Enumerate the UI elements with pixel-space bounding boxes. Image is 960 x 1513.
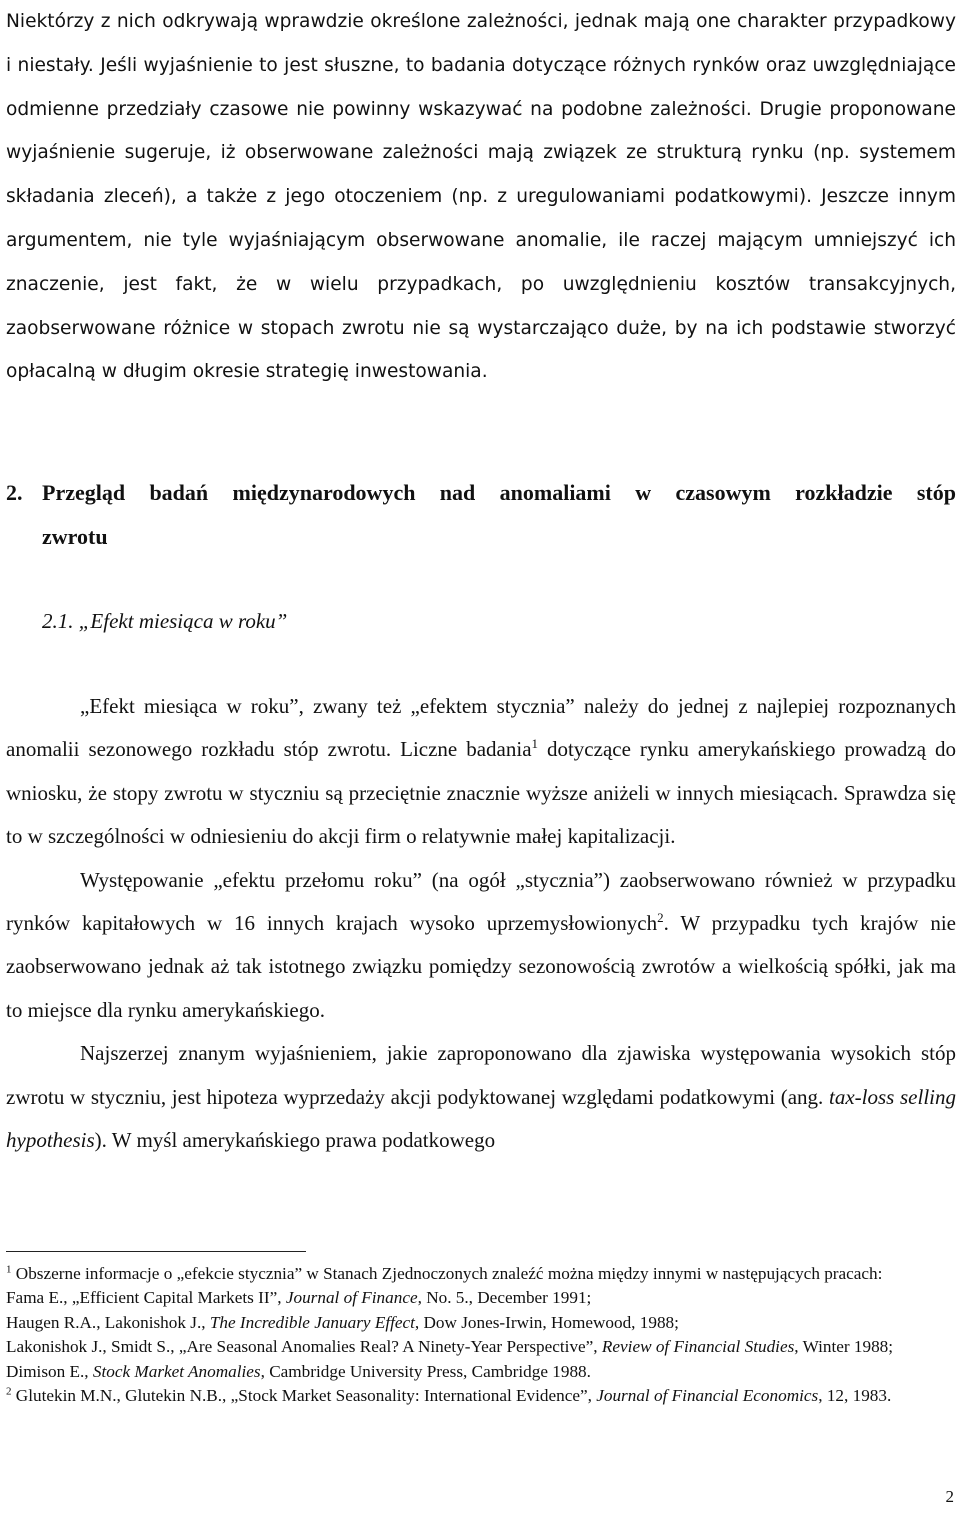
footnote-2-journal: Journal of Financial Economics <box>596 1386 819 1406</box>
ref-3-title: Stock Market Anomalies <box>92 1361 261 1381</box>
footnote-1-mark: 1 <box>6 1263 12 1276</box>
ref-2-authors: Lakonishok J., Smidt S., „Are Seasonal Anomalies Real? A Ninety-Year Perspective”, <box>6 1337 602 1357</box>
section-2-1-body <box>6 685 956 1162</box>
footnote-1-text: Obszerne informacje o „efekcie stycznia” w Stanach Zjednoczonych znaleźć można między innymi w następujących pracach: <box>11 1264 883 1283</box>
footnote-ref-2[interactable]: 2 <box>657 910 664 926</box>
footnote-ref-item <box>6 1335 956 1359</box>
paragraph-2-text-b: . W przypadku tych krajów nie zaobserwowano jednak aż tak istotnego związku pomiędzy sezonowością zwrotów a wielkością spółki, jak ma to miejsce dla rynku amerykańskiego. <box>6 911 956 1022</box>
footnote-ref-item <box>6 1286 956 1310</box>
section-2-heading <box>6 471 956 559</box>
footnote-2 <box>6 1384 956 1408</box>
paragraph-3-text-a: Najszerzej znanym wyjaśnieniem, jakie zaproponowano dla zjawiska występowania wysokich stóp zwrotu w styczniu, jest hipoteza wyprzedaży akcji podyktowanej względami podatkowymi (ang. <box>6 1041 956 1109</box>
footnote-ref-item <box>6 1311 956 1335</box>
footnote-1 <box>6 1262 956 1286</box>
document-page <box>6 0 956 394</box>
page-number: 2 <box>945 1487 954 1506</box>
footnote-ref-item <box>6 1360 956 1384</box>
ref-1-authors: Haugen R.A., Lakonishok J., <box>6 1312 210 1332</box>
ref-1-details: , Dow Jones-Irwin, Homewood, 1988; <box>414 1312 679 1332</box>
paragraph-2-text-a: Występowanie „efektu przełomu roku” (na ogół „stycznia”) zaobserwowano również w przypadku rynków kapitałowych w 16 innych krajach wysoko uprzemysłowionych <box>6 867 956 936</box>
footnote-2-mark: 2 <box>6 1385 12 1398</box>
ref-0-authors: Fama E., „Efficient Capital Markets II”, <box>6 1288 286 1308</box>
paragraph-3 <box>6 1032 956 1162</box>
footnote-2-text: Glutekin M.N., Glutekin N.B., „Stock Market Seasonality: International Evidence”, <box>11 1386 597 1406</box>
ref-0-journal: Journal of Finance <box>285 1288 418 1308</box>
paragraph-3-text-b: ). W myśl amerykańskiego prawa podatkowego <box>94 1128 496 1153</box>
footnotes <box>6 1262 956 1408</box>
ref-0-details: , No. 5., December 1991; <box>417 1288 592 1308</box>
footnote-separator <box>6 1251 306 1252</box>
footnote-2-details: , 12, 1983. <box>818 1386 892 1406</box>
ref-2-journal: Review of Financial Studies <box>601 1337 795 1357</box>
paragraph-2 <box>6 859 956 1033</box>
ref-3-details: , Cambridge University Press, Cambridge 1988. <box>260 1361 591 1381</box>
ref-3-authors: Dimison E., <box>6 1361 93 1381</box>
section-2-title-line1: Przegląd badań międzynarodowych nad anomaliami w czasowym rozkładzie stóp <box>42 480 956 505</box>
footnote-ref-1[interactable]: 1 <box>531 736 539 752</box>
paragraph-1-text-b: dotyczące rynku amerykańskiego prowadzą do wniosku, że stopy zwrotu w styczniu są przeciętnie znacznie wyższe aniżeli w innych miesiącach. Sprawdza się to w szczególności w odniesieniu do akcji firm o relatywnie małej kapitalizacji. <box>6 737 956 849</box>
intro-paragraph: Niektórzy z nich odkrywają wprawdzie określone zależności, jednak mają one charakter przypadkowy i niestały. Jeśli wyjaśnienie to jest słuszne, to badania dotyczące różnych rynków oraz uwzględniające odmienne przedziały czasowe nie powinny wskazywać na podobne zależności. Drugie proponowane wyjaśnienie sugeruje, iż obserwowane zależności mają związek ze strukturą rynku (np. systemem składania zleceń), a także z jego otoczeniem (np. z uregulowaniami podatkowymi). Jeszcze innym argumentem, nie tyle wyjaśniającym obserwowane anomalie, ile raczej mającym umniejszyć ich znaczenie, jest fakt, że w wielu przypadkach, po uwzględnieniu kosztów transakcyjnych, zaobserwowane różnice w stopach zwrotu nie są wystarczająco duże, by na ich podstawie stworzyć opłacalną w długim okresie strategię inwestowania. <box>6 11 956 383</box>
paragraph-1-text-a: „Efekt miesiąca w roku”, zwany też „efektem stycznia” należy do jednej z najlepiej rozpoznanych anomalii sezonowego rozkładu stóp zwrotu. Liczne badania <box>6 694 956 762</box>
ref-2-details: , Winter 1988; <box>794 1337 894 1357</box>
paragraph-1 <box>6 685 956 859</box>
ref-1-title: The Incredible January Effect <box>209 1312 415 1332</box>
section-2-1-heading: 2.1. „Efekt miesiąca w roku” <box>42 609 288 633</box>
paragraph-3-italic-term: tax-loss selling hypothesis <box>6 1084 956 1153</box>
section-2-title-line2: zwrotu <box>42 524 108 549</box>
section-2-number: 2. <box>6 480 23 505</box>
